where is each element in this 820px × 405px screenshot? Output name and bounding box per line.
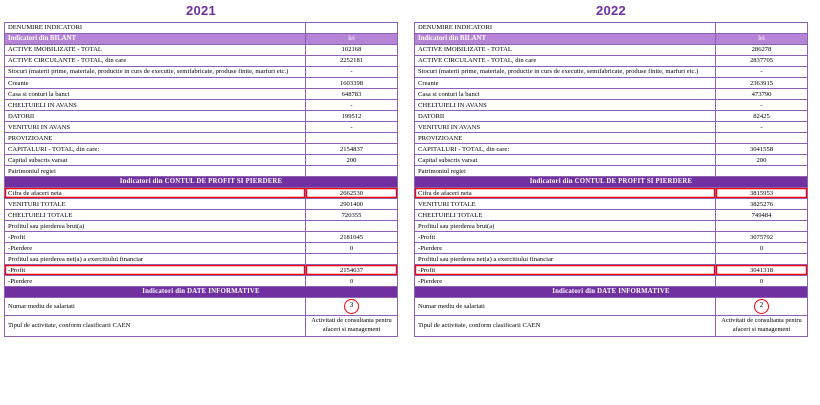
table-row <box>5 254 398 265</box>
row-label: Stocuri (materii prime, materiale, productie in curs de executie, semifabricate, produse finite, marfuri etc.) <box>5 67 306 78</box>
table-row <box>5 232 398 243</box>
table-row <box>415 67 808 78</box>
row-value: 2662530 <box>306 188 398 199</box>
table-row <box>5 298 398 316</box>
table-row <box>415 254 808 265</box>
financial-table-2022 <box>414 22 808 337</box>
row-value: 2901400 <box>306 199 398 210</box>
row-label: Capital subscris varsat <box>5 155 306 166</box>
section-profit-loss-label: Indicatori din CONTUL DE PROFIT SI PIERDERE <box>415 177 808 188</box>
employee-count-circle: 2 <box>754 299 769 314</box>
table-row <box>415 243 808 254</box>
employee-count-circle: 3 <box>344 299 359 314</box>
row-label: Cifra de afaceri neta <box>5 188 306 199</box>
section-profit-loss-label: Indicatori din CONTUL DE PROFIT SI PIERDERE <box>5 177 398 188</box>
table-row <box>5 111 398 122</box>
row-label: ACTIVE IMOBILIZATE - TOTAL <box>415 45 716 56</box>
row-value: 749484 <box>716 210 808 221</box>
row-value: 2363915 <box>716 78 808 89</box>
header-denumire-indicatori: DENUMIRE INDICATORI <box>5 23 306 34</box>
panel-2022 <box>410 0 808 405</box>
row-value: 2181045 <box>306 232 398 243</box>
row-label: Creante <box>415 78 716 89</box>
row-label: CHELTUIELI IN AVANS <box>415 100 716 111</box>
table-row <box>5 221 398 232</box>
table-row <box>415 316 808 336</box>
table-row <box>415 221 808 232</box>
section-profit-loss <box>415 177 808 188</box>
table-row <box>5 243 398 254</box>
row-value <box>306 133 398 144</box>
row-value: 2154637 <box>306 265 398 276</box>
table-row <box>415 298 808 316</box>
section-profit-loss <box>5 177 398 188</box>
table-row <box>5 276 398 287</box>
row-value-circled <box>306 298 398 316</box>
row-value <box>716 254 808 265</box>
section-date-informative-label: Indicatori din DATE INFORMATIVE <box>415 287 808 298</box>
row-value-circled <box>716 298 808 316</box>
row-value: - <box>716 122 808 133</box>
row-label: DATORII <box>415 111 716 122</box>
row-value <box>716 166 808 177</box>
row-label: Casa si conturi la banci <box>5 89 306 100</box>
table-row <box>415 265 808 276</box>
row-label: Profitul sau pierderea brut(a) <box>415 221 716 232</box>
row-label: VENITURI TOTALE <box>5 199 306 210</box>
row-label: Patrimoniul regiei <box>415 166 716 177</box>
row-value: 2252181 <box>306 56 398 67</box>
row-label: Capital subscris varsat <box>415 155 716 166</box>
table-row <box>5 188 398 199</box>
table-row <box>5 67 398 78</box>
row-value: - <box>716 100 808 111</box>
row-value: 3041558 <box>716 144 808 155</box>
subsection-bilant-label: Indicatori din BILANT <box>5 34 306 45</box>
row-value: 648783 <box>306 89 398 100</box>
table-row <box>415 210 808 221</box>
row-value: 82425 <box>716 111 808 122</box>
row-label: CAPITALURI - TOTAL, din care: <box>415 144 716 155</box>
row-label: CHELTUIELI TOTALE <box>5 210 306 221</box>
table-row <box>415 78 808 89</box>
row-label: CHELTUIELI IN AVANS <box>5 100 306 111</box>
header-value-blank <box>716 23 808 34</box>
header-denumire-indicatori: DENUMIRE INDICATORI <box>415 23 716 34</box>
row-value <box>306 254 398 265</box>
table-header-row <box>5 23 398 34</box>
row-value: 3041318 <box>716 265 808 276</box>
row-value: 0 <box>306 276 398 287</box>
row-value: 473790 <box>716 89 808 100</box>
subsection-bilant-unit: lei <box>306 34 398 45</box>
row-label: Stocuri (materii prime, materiale, productie in curs de executie, semifabricate, produse finite, marfuri etc.) <box>415 67 716 78</box>
row-label: -Pierdere <box>415 276 716 287</box>
row-value: 0 <box>306 243 398 254</box>
table-row <box>415 122 808 133</box>
subsection-bilant-unit: lei <box>716 34 808 45</box>
row-value: 286278 <box>716 45 808 56</box>
subsection-bilant-label: Indicatori din BILANT <box>415 34 716 45</box>
row-value: 0 <box>716 276 808 287</box>
table-row <box>415 166 808 177</box>
row-value: Activitati de consultanta pentru afaceri si management <box>716 316 808 336</box>
row-value: 1603398 <box>306 78 398 89</box>
table-row <box>5 122 398 133</box>
row-label: ACTIVE CIRCULANTE - TOTAL, din care <box>415 56 716 67</box>
table-row <box>5 89 398 100</box>
row-label: VENITURI IN AVANS <box>5 122 306 133</box>
row-label: -Profit <box>415 265 716 276</box>
table-row <box>5 166 398 177</box>
table-row <box>5 199 398 210</box>
section-date-informative <box>5 287 398 298</box>
row-label: DATORII <box>5 111 306 122</box>
table-row <box>5 316 398 336</box>
row-label: ACTIVE IMOBILIZATE - TOTAL <box>5 45 306 56</box>
table-row <box>5 78 398 89</box>
panel-2021 <box>0 0 398 405</box>
row-label: Tipul de activitate, conform clasificarii CAEN <box>5 316 306 336</box>
row-label: Profitul sau pierderea net(a) a exercitiului financiar <box>415 254 716 265</box>
table-row <box>415 155 808 166</box>
panel-title-2022: 2022 <box>595 3 627 18</box>
table-row <box>415 89 808 100</box>
row-label: CAPITALURI - TOTAL, din care: <box>5 144 306 155</box>
row-value: 200 <box>306 155 398 166</box>
row-label: Numar mediu de salariati <box>5 298 306 316</box>
section-date-informative <box>415 287 808 298</box>
row-value: 200 <box>716 155 808 166</box>
row-label: Profitul sau pierderea net(a) a exercitiului financiar <box>5 254 306 265</box>
row-value <box>716 221 808 232</box>
table-row <box>5 133 398 144</box>
table-row <box>5 265 398 276</box>
row-label: ACTIVE CIRCULANTE - TOTAL, din care <box>5 56 306 67</box>
row-label: Creante <box>5 78 306 89</box>
table-row <box>5 155 398 166</box>
row-label: Casa si conturi la banci <box>415 89 716 100</box>
row-value: 2154837 <box>306 144 398 155</box>
table-row <box>415 100 808 111</box>
row-label: Tipul de activitate, conform clasificarii CAEN <box>415 316 716 336</box>
row-label: VENITURI TOTALE <box>415 199 716 210</box>
row-value: 3075792 <box>716 232 808 243</box>
row-label: PROVIZIOANE <box>5 133 306 144</box>
row-label: Profitul sau pierderea brut(a) <box>5 221 306 232</box>
panel-title-2021: 2021 <box>185 3 217 18</box>
table-row <box>5 144 398 155</box>
row-label: Numar mediu de salariati <box>415 298 716 316</box>
row-value: - <box>306 122 398 133</box>
header-value-blank <box>306 23 398 34</box>
row-label: Cifra de afaceri neta <box>415 188 716 199</box>
row-value: 720355 <box>306 210 398 221</box>
row-value: 199512 <box>306 111 398 122</box>
table-row <box>415 199 808 210</box>
table-row <box>415 56 808 67</box>
table-row <box>5 45 398 56</box>
table-row <box>415 45 808 56</box>
row-label: -Profit <box>5 265 306 276</box>
table-row <box>5 56 398 67</box>
financial-table-2021 <box>4 22 398 337</box>
table-row <box>5 210 398 221</box>
row-value: 3815953 <box>716 188 808 199</box>
subsection-bilant <box>415 34 808 45</box>
row-label: VENITURI IN AVANS <box>415 122 716 133</box>
row-value: 102168 <box>306 45 398 56</box>
row-label: CHELTUIELI TOTALE <box>415 210 716 221</box>
row-label: Patrimoniul regiei <box>5 166 306 177</box>
table-row <box>415 111 808 122</box>
row-value <box>306 166 398 177</box>
section-date-informative-label: Indicatori din DATE INFORMATIVE <box>5 287 398 298</box>
row-value <box>306 221 398 232</box>
subsection-bilant <box>5 34 398 45</box>
row-value: 2837705 <box>716 56 808 67</box>
table-row <box>415 133 808 144</box>
table-header-row <box>415 23 808 34</box>
row-label: -Profit <box>5 232 306 243</box>
row-label: -Pierdere <box>5 243 306 254</box>
row-label: PROVIZIOANE <box>415 133 716 144</box>
row-label: -Pierdere <box>415 243 716 254</box>
table-row <box>415 232 808 243</box>
row-value: Activitati de consultanta pentru afaceri si management <box>306 316 398 336</box>
row-value: 3825276 <box>716 199 808 210</box>
row-label: -Pierdere <box>5 276 306 287</box>
row-value <box>716 133 808 144</box>
table-row <box>415 276 808 287</box>
table-row <box>415 144 808 155</box>
row-value: - <box>306 67 398 78</box>
row-label: -Profit <box>415 232 716 243</box>
row-value: 0 <box>716 243 808 254</box>
table-row <box>5 100 398 111</box>
row-value: - <box>716 67 808 78</box>
table-row <box>415 188 808 199</box>
row-value: - <box>306 100 398 111</box>
